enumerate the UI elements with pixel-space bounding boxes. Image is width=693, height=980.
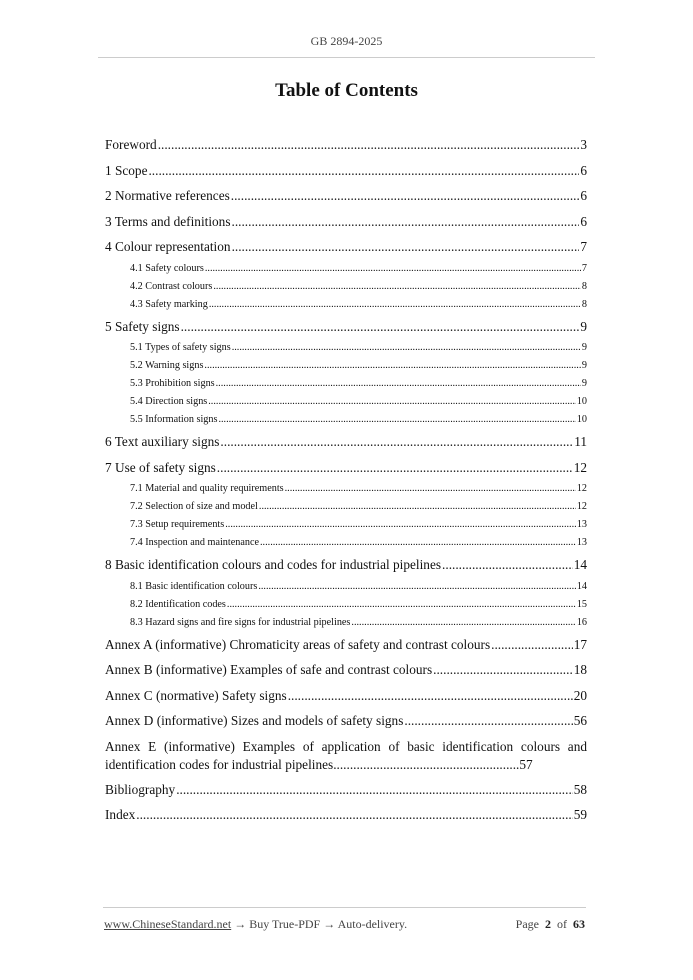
header-divider [98, 57, 595, 58]
toc-entry-label: Annex D (informative) Sizes and models of safety signs [105, 713, 404, 728]
toc-entry-label: Foreword [105, 137, 157, 152]
toc-leader-dots [433, 657, 573, 683]
toc-subentry[interactable] [105, 357, 587, 375]
toc-entry-label: 1 Scope [105, 162, 148, 178]
toc-entry[interactable] [105, 632, 587, 658]
page-label: Page [515, 917, 539, 931]
toc-entry[interactable] [105, 132, 587, 158]
toc-leader-dots [260, 534, 576, 552]
toc-page-number: 14 [573, 557, 587, 572]
toc-page-number: 6 [580, 188, 587, 203]
toc-subentry[interactable] [105, 375, 587, 393]
toc-subentry[interactable] [105, 534, 587, 552]
toc-subentry[interactable] [105, 578, 587, 596]
page-number [516, 917, 585, 932]
toc-page-number: 57 [519, 756, 533, 772]
toc-entry-label: 7.3 Setup requirements [130, 519, 225, 530]
footer-divider [103, 907, 586, 908]
toc-leader-dots [148, 158, 579, 184]
toc-leader-dots [136, 802, 572, 828]
toc-leader-dots [205, 260, 581, 278]
toc-entry-label: 4.3 Safety marking [130, 298, 208, 310]
toc-entry[interactable] [105, 158, 587, 184]
toc-entry-label: 4 Colour representation [105, 239, 231, 254]
toc-page-number: 6 [580, 213, 587, 229]
toc-page-number: 12 [576, 483, 587, 494]
toc-leader-dots: ........................................................ [333, 756, 520, 772]
toc-entry-label: 4.2 Contrast colours [130, 280, 213, 292]
toc-entry-label: 6 Text auxiliary signs [105, 434, 220, 449]
toc-entry-label: Annex C (normative) Safety signs [105, 687, 287, 703]
toc-leader-dots [204, 357, 580, 375]
toc-page-number: 58 [573, 781, 587, 797]
toc-entry[interactable] [105, 683, 587, 709]
toc-leader-dots [176, 777, 573, 803]
toc-entry-label: 5.4 Direction signs [130, 396, 208, 407]
toc-entry[interactable] [105, 734, 587, 777]
toc-subentry[interactable] [105, 614, 587, 632]
toc-entry[interactable] [105, 657, 587, 683]
toc-subentry[interactable] [105, 480, 587, 498]
toc-page-number: 10 [576, 414, 587, 425]
toc-entry-label: 5.1 Types of safety signs [130, 342, 231, 353]
toc-entry-label: 5 Safety signs [105, 318, 180, 334]
toc-subentry[interactable] [105, 278, 587, 296]
toc-page-number: 14 [576, 580, 587, 592]
toc-entry-label: 8 Basic identification colours and codes for industrial pipelines [105, 557, 442, 572]
toc-leader-dots [232, 209, 580, 235]
toc-entry[interactable] [105, 455, 587, 481]
table-of-contents [105, 132, 587, 828]
toc-leader-dots [209, 296, 581, 314]
toc-entry-label: 3 Terms and definitions [105, 213, 231, 229]
toc-subentry[interactable] [105, 393, 587, 411]
toc-entry-label: 7.1 Material and quality requirements [130, 483, 284, 494]
toc-entry-label: Annex A (informative) Chromaticity areas of safety and contrast colours [105, 636, 491, 652]
toc-leader-dots [218, 411, 575, 429]
toc-entry-label: 7.4 Inspection and maintenance [130, 537, 259, 548]
toc-leader-dots [220, 429, 573, 455]
toc-entry-label: 2 Normative references [105, 188, 230, 203]
toc-subentry[interactable] [105, 339, 587, 357]
toc-page-number: 3 [580, 137, 587, 152]
toc-leader-dots [232, 234, 580, 260]
toc-entry-label: 8.1 Basic identification colours [130, 580, 258, 592]
toc-entry-label: 4.1 Safety colours [130, 262, 204, 274]
footer-left [104, 917, 407, 932]
footer-promo-text: → Buy True-PDF → Auto-delivery. [231, 917, 408, 931]
toc-entry[interactable] [105, 777, 587, 803]
toc-leader-dots [259, 498, 576, 516]
toc-page-number: 13 [576, 519, 587, 530]
current-page: 2 [545, 917, 551, 931]
toc-page-number: 9 [580, 318, 587, 334]
toc-page-number: 9 [581, 378, 587, 389]
toc-leader-dots [217, 455, 573, 481]
toc-entry[interactable] [105, 552, 587, 578]
toc-leader-dots [491, 632, 573, 658]
toc-page-number: 17 [573, 636, 587, 652]
toc-page-number: 11 [574, 434, 587, 449]
toc-page-number: 8 [581, 298, 587, 310]
toc-entry-label: Annex B (informative) Examples of safe and contrast colours [105, 662, 433, 677]
toc-page-number: 56 [573, 713, 587, 728]
total-pages: 63 [573, 917, 585, 931]
toc-page-number: 13 [576, 537, 587, 548]
toc-page-number: 15 [576, 598, 587, 610]
toc-leader-dots [285, 480, 576, 498]
toc-entry-label: Annex E (informative) Examples of application of basic identification colours and identification codes for industrial pipelines [105, 738, 587, 772]
toc-entry-label: 8.3 Hazard signs and fire signs for industrial pipelines [130, 616, 351, 628]
toc-subentry[interactable] [105, 411, 587, 429]
toc-entry[interactable] [105, 209, 587, 235]
toc-entry[interactable] [105, 314, 587, 340]
toc-leader-dots [404, 708, 572, 734]
toc-entry[interactable] [105, 429, 587, 455]
toc-page-number: 18 [573, 662, 587, 677]
toc-entry-label: Bibliography [105, 781, 176, 797]
toc-page-number: 20 [573, 687, 587, 703]
website-link[interactable]: www.ChineseStandard.net [104, 917, 232, 931]
of-label: of [557, 917, 567, 931]
toc-page-number: 7 [580, 239, 587, 254]
running-header: GB 2894-2025 [310, 34, 383, 48]
toc-page-number: 7 [581, 262, 587, 274]
toc-leader-dots [232, 339, 581, 357]
toc-leader-dots [181, 314, 580, 340]
toc-entry-label: 5.3 Prohibition signs [130, 378, 215, 389]
toc-entry[interactable] [105, 802, 587, 828]
toc-leader-dots [216, 375, 581, 393]
toc-leader-dots [208, 393, 576, 411]
toc-subentry[interactable] [105, 260, 587, 278]
toc-leader-dots [231, 183, 580, 209]
toc-leader-dots [225, 516, 576, 534]
toc-leader-dots [213, 278, 581, 296]
toc-leader-dots [288, 683, 573, 709]
toc-leader-dots [158, 132, 580, 158]
toc-leader-dots [227, 596, 576, 614]
toc-entry-label: 5.2 Warning signs [130, 360, 204, 371]
toc-page-number: 8 [581, 280, 587, 292]
toc-page-number: 9 [581, 360, 587, 371]
toc-subentry[interactable] [105, 296, 587, 314]
toc-entry-label: 7 Use of safety signs [105, 459, 216, 475]
toc-subentry[interactable] [105, 596, 587, 614]
toc-page-number: 59 [573, 807, 587, 822]
toc-entry[interactable] [105, 234, 587, 260]
toc-entry-label: 5.5 Information signs [130, 414, 218, 425]
toc-leader-dots [258, 578, 575, 596]
toc-leader-dots [351, 614, 575, 632]
toc-page-number: 10 [576, 396, 587, 407]
toc-page-number: 6 [580, 162, 587, 178]
toc-page-number: 12 [573, 459, 587, 475]
toc-page-number: 9 [581, 342, 587, 353]
toc-entry[interactable] [105, 183, 587, 209]
page-title: Table of Contents [275, 80, 418, 101]
toc-entry[interactable] [105, 708, 587, 734]
toc-subentry[interactable] [105, 516, 587, 534]
toc-entry-label: 7.2 Selection of size and model [130, 501, 258, 512]
toc-subentry[interactable] [105, 498, 587, 516]
toc-entry-label: 8.2 Identification codes [130, 598, 226, 610]
toc-page-number: 16 [576, 616, 587, 628]
toc-page-number: 12 [576, 501, 587, 512]
toc-entry-label: Index [105, 807, 136, 822]
toc-leader-dots [442, 552, 573, 578]
